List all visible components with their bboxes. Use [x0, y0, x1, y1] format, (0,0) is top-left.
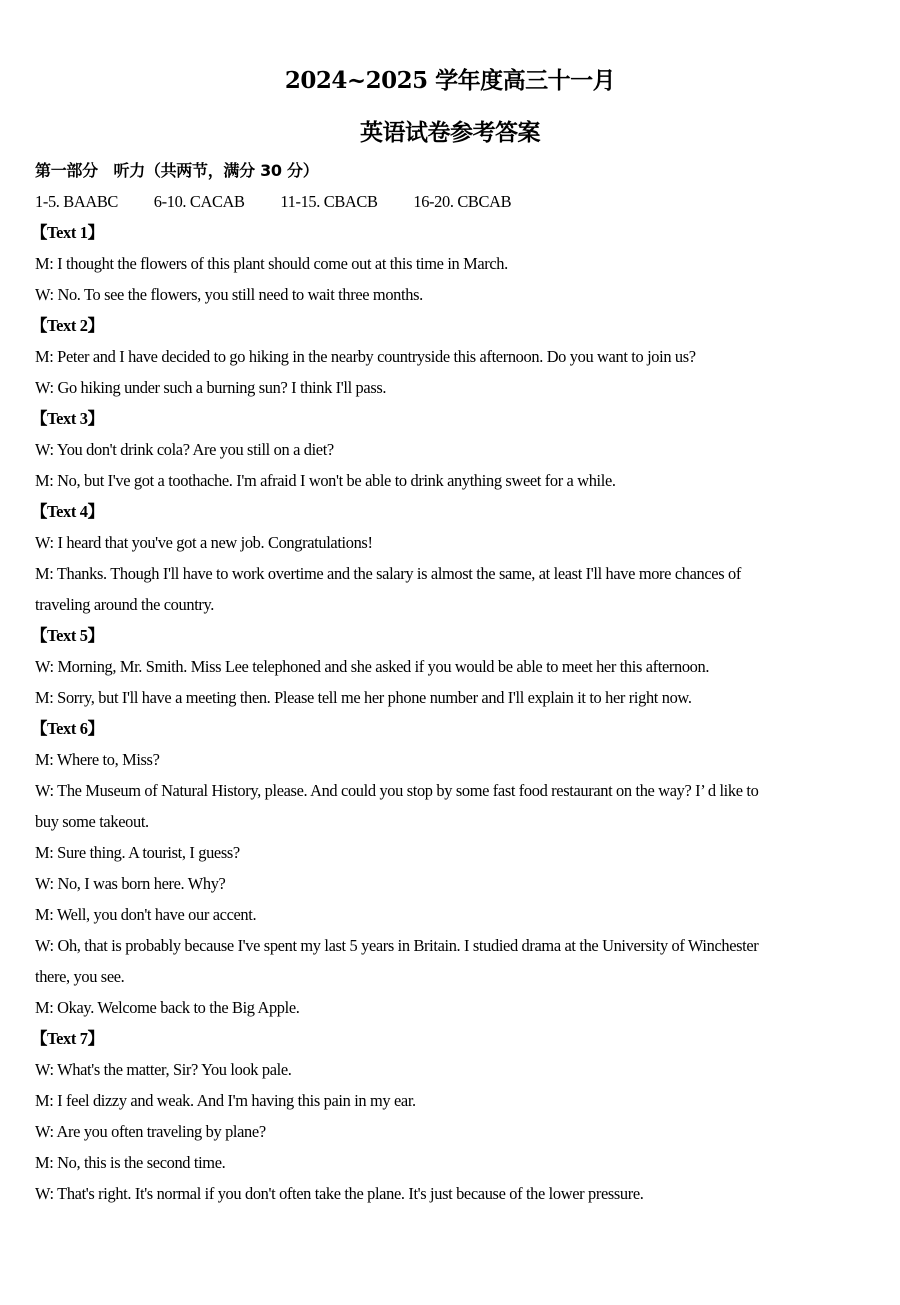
transcript-line: W: That's right. It's normal if you don't often take the plane. It's just because of the lower pressure.	[35, 1184, 644, 1203]
transcript-line: M: Peter and I have decided to go hiking in the nearby countryside this afternoon. Do you want to join us?	[35, 347, 696, 366]
transcript-line: M: No, but I've got a toothache. I'm afraid I won't be able to drink anything sweet for a while.	[35, 471, 616, 490]
transcript-line: M: Okay. Welcome back to the Big Apple.	[35, 998, 300, 1017]
transcript-line: M: Thanks. Though I'll have to work overtime and the salary is almost the same, at least I'll have more chances of	[35, 564, 741, 583]
answer-group: 16-20. CBCAB	[413, 192, 512, 211]
text-label: 【Text 5】	[31, 626, 104, 645]
transcript-line: M: Where to, Miss?	[35, 750, 160, 769]
answer-group: 6-10. CACAB	[153, 192, 245, 211]
document-title: 2024~2025 学年度高三十一月	[284, 67, 616, 94]
transcript-line: W: Morning, Mr. Smith. Miss Lee telephoned and she asked if you would be able to meet her this afternoon.	[35, 657, 710, 676]
transcript-line: M: Sure thing. A tourist, I guess?	[35, 843, 240, 862]
transcript-line: W: What's the matter, Sir? You look pale.	[35, 1060, 292, 1079]
answer-key	[35, 186, 865, 217]
transcript-line: W: I heard that you've got a new job. Congratulations!	[35, 533, 373, 552]
transcript-line: M: Sorry, but I'll have a meeting then. Please tell me her phone number and I'll explain it to her right now.	[35, 688, 692, 707]
document-subtitle: 英语试卷参考答案	[360, 119, 540, 146]
section-heading: 第一部分 听力（共两节，满分 30 分）	[35, 161, 319, 180]
text-label: 【Text 6】	[31, 719, 104, 738]
transcript-line: M: No, this is the second time.	[35, 1153, 226, 1172]
transcript-line: W: The Museum of Natural History, please. And could you stop by some fast food restaurant on the way? I’ d like to	[35, 781, 759, 800]
transcript-line: M: I feel dizzy and weak. And I'm having this pain in my ear.	[35, 1091, 416, 1110]
text-label: 【Text 3】	[31, 409, 104, 428]
transcript-line: traveling around the country.	[35, 595, 215, 614]
document-body	[31, 156, 865, 1209]
transcript-line: W: You don't drink cola? Are you still on a diet?	[35, 440, 334, 459]
transcript-line: M: Well, you don't have our accent.	[35, 905, 257, 924]
answer-group: 11-15. CBACB	[280, 192, 378, 211]
transcript-line: W: Are you often traveling by plane?	[35, 1122, 266, 1141]
transcript-line: W: Oh, that is probably because I've spent my last 5 years in Britain. I studied drama at the University of Winchester	[35, 936, 759, 955]
transcript-line: buy some takeout.	[35, 812, 149, 831]
text-label: 【Text 1】	[31, 223, 104, 242]
answer-group: 1-5. BAABC	[35, 192, 119, 211]
transcript	[31, 217, 865, 1209]
text-label: 【Text 2】	[31, 316, 104, 335]
text-label: 【Text 4】	[31, 502, 104, 521]
transcript-line: W: No, I was born here. Why?	[35, 874, 226, 893]
transcript-line: W: No. To see the flowers, you still need to wait three months.	[35, 285, 423, 304]
transcript-line: there, you see.	[35, 967, 125, 986]
text-label: 【Text 7】	[31, 1029, 104, 1048]
transcript-line: M: I thought the flowers of this plant should come out at this time in March.	[35, 254, 508, 273]
transcript-line: W: Go hiking under such a burning sun? I think I'll pass.	[35, 378, 387, 397]
